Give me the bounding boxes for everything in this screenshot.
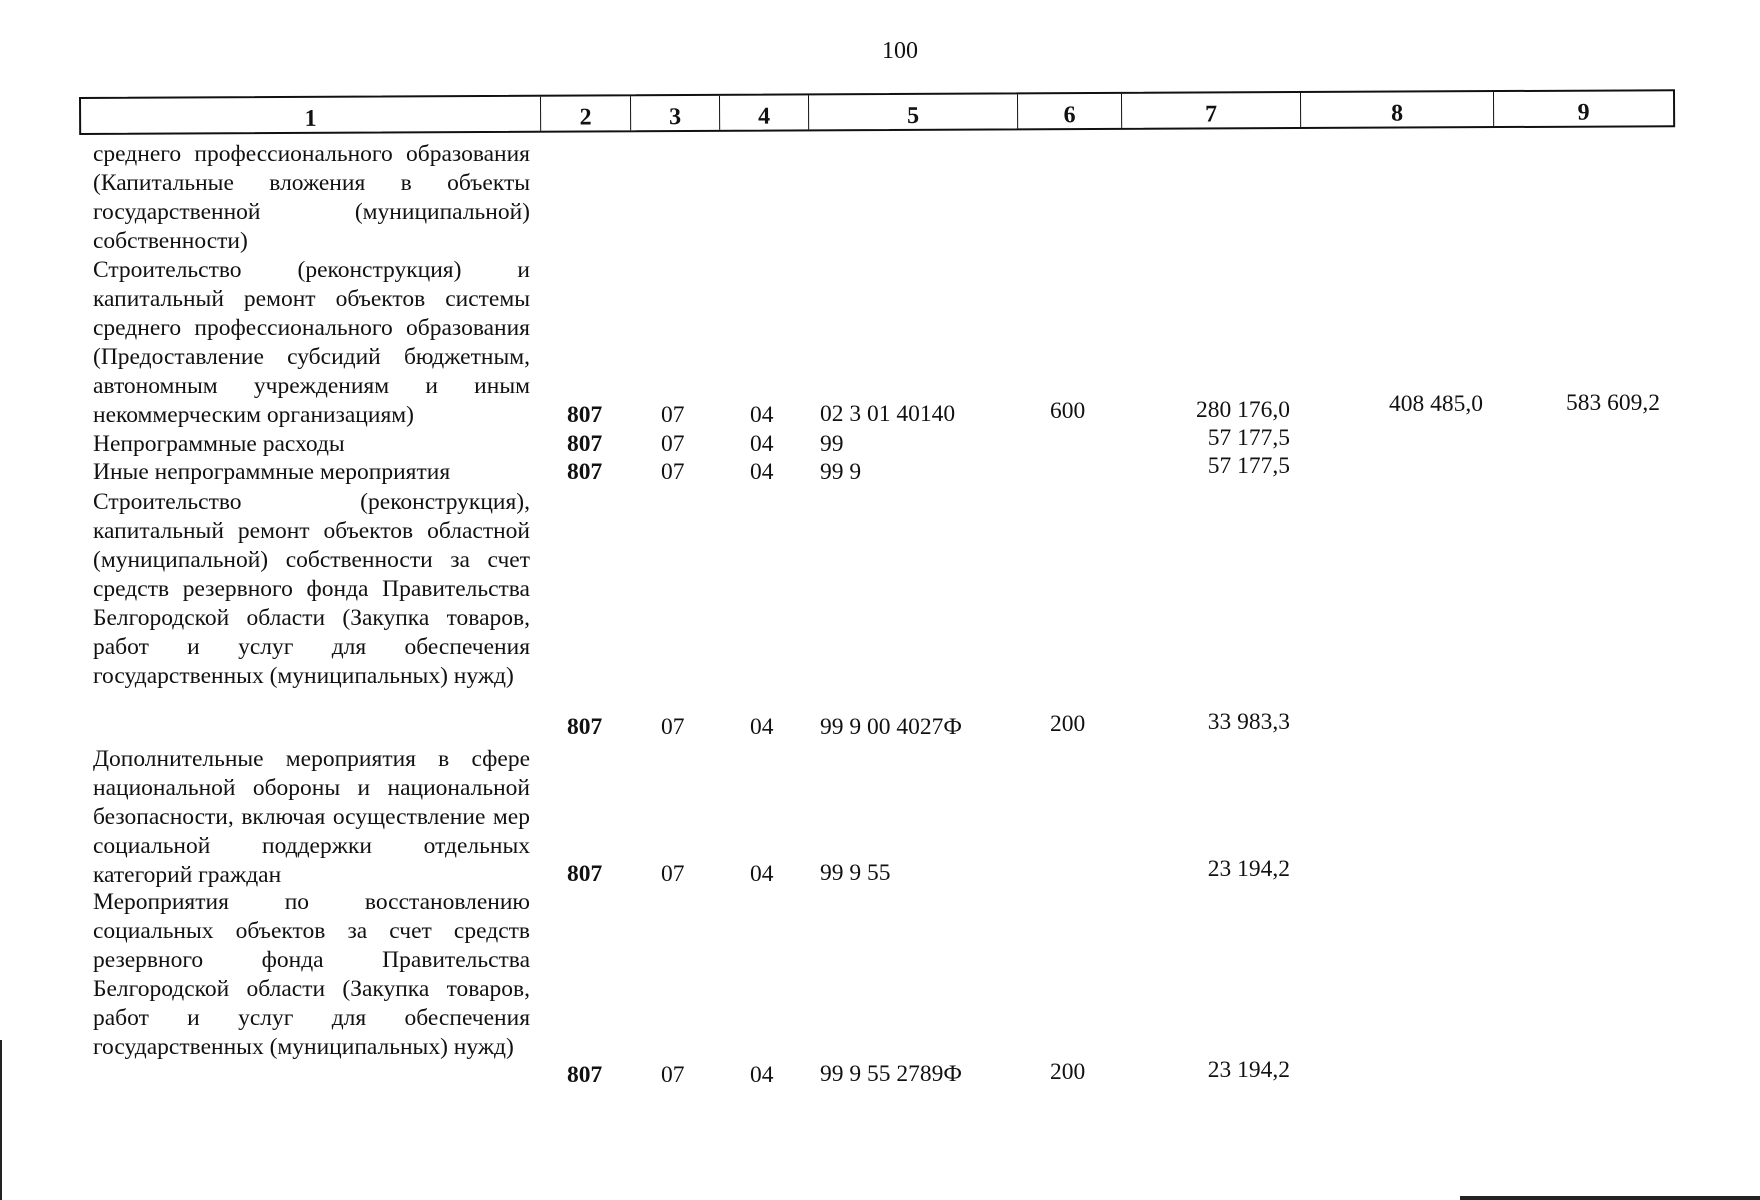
header-col-2: 2 [541, 96, 631, 130]
cell-col-6: 600 [1050, 398, 1086, 424]
cell-col-5: 99 9 55 2789Ф [820, 1061, 962, 1087]
cell-col-2: 807 [567, 431, 603, 457]
cell-col-3: 07 [661, 861, 685, 887]
header-col-1: 1 [81, 97, 541, 133]
cell-col-7: 57 177,5 [1207, 425, 1290, 451]
cell-col-3: 07 [661, 459, 685, 485]
cell-col-7: 33 983,3 [1207, 709, 1290, 735]
header-col-8: 8 [1301, 92, 1494, 127]
cell-col-2: 807 [567, 459, 603, 485]
cell-col-4: 04 [750, 1062, 774, 1088]
cell-col-5: 02 3 01 40140 [820, 401, 956, 427]
row-description: Мероприятия по восстановлению социальных объектов за счет средств резервного фонда Правительства Белгородской области (Закупка товаров, работ и услуг для обеспечения государственных (муниципальных) нужд) [93, 889, 530, 1060]
row-description: Иные непрограммные мероприятия [93, 459, 451, 485]
cell-col-8: 408 485,0 [1389, 391, 1483, 417]
row-description: Строительство (реконструкция), капитальный ремонт объектов областной (муниципальной) собственности за счет средств резервного фонда Правительства Белгородской области (Закупка товаров, работ и услуг для обеспечения государственных (муниципальных) нужд) [93, 489, 530, 689]
header-col-3: 3 [631, 96, 720, 130]
cell-col-3: 07 [661, 402, 685, 428]
header-col-6: 6 [1018, 94, 1122, 129]
scan-edge [1460, 1196, 1760, 1200]
header-col-5: 5 [809, 94, 1018, 129]
header-col-4: 4 [720, 95, 809, 129]
cell-col-9: 583 609,2 [1566, 390, 1660, 416]
cell-col-4: 04 [750, 861, 774, 887]
row-description: Дополнительные мероприятия в сфере национальной обороны и национальной безопасности, включая осуществление мер социальной поддержки отдельных категорий граждан [93, 746, 530, 888]
cell-col-6: 200 [1050, 711, 1086, 737]
cell-col-2: 807 [567, 1062, 603, 1088]
cell-col-5: 99 9 00 4027Ф [820, 714, 962, 740]
cell-col-4: 04 [750, 459, 774, 485]
cell-col-6: 200 [1050, 1059, 1086, 1085]
cell-col-4: 04 [750, 714, 774, 740]
cell-col-7: 23 194,2 [1207, 856, 1290, 882]
cell-col-7: 280 176,0 [1196, 397, 1290, 423]
cell-col-7: 57 177,5 [1207, 453, 1290, 479]
page-number: 100 [882, 38, 918, 64]
row-description: среднего профессионального образования (Капитальные вложения в объекты государственной (муниципальной) собственности) [93, 141, 530, 254]
cell-col-2: 807 [567, 714, 603, 740]
cell-col-2: 807 [567, 861, 603, 887]
cell-col-5: 99 [820, 431, 844, 457]
cell-col-4: 04 [750, 402, 774, 428]
cell-col-5: 99 9 55 [820, 860, 891, 886]
row-description: Строительство (реконструкция) и капитальный ремонт объектов системы среднего профессионального образования (Предоставление субсидий бюджетным, автономным учреждениям и иным некоммерческим организациям) [93, 257, 530, 428]
table-header [79, 89, 1675, 135]
cell-col-4: 04 [750, 431, 774, 457]
cell-col-3: 07 [661, 1062, 685, 1088]
cell-col-3: 07 [661, 714, 685, 740]
cell-col-5: 99 9 [820, 459, 862, 485]
header-col-9: 9 [1577, 99, 1590, 126]
header-col-7: 7 [1122, 93, 1301, 128]
row-description: Непрограммные расходы [93, 431, 345, 457]
cell-col-3: 07 [661, 431, 685, 457]
cell-col-2: 807 [567, 402, 603, 428]
scan-edge [0, 1040, 2, 1200]
cell-col-7: 23 194,2 [1207, 1057, 1290, 1083]
